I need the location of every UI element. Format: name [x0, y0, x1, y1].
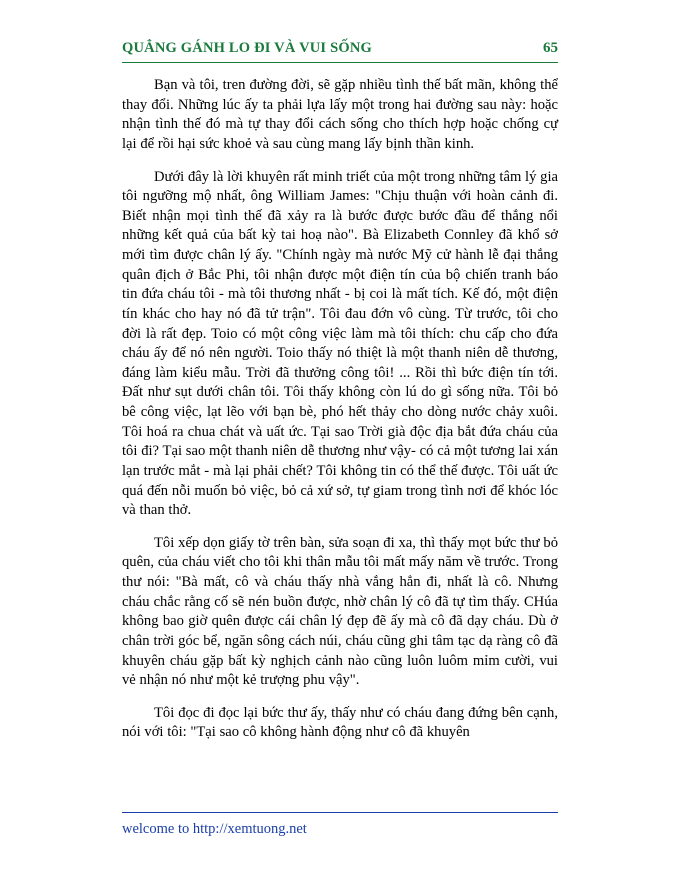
body-paragraph: Bạn và tôi, tren đường đời, sẽ gặp nhiều tình thế bất mãn, không thể thay đổi. Những lúc ấy ta phải lựa lấy một trong hai đường sau này: hoặc nhận tình thế đó mà tự thay đổi cách sống cho thích hợp hoặc chống cự lại để rồi hại sức khoẻ và sau cùng mang lấy bịnh thần kinh.	[122, 77, 558, 152]
footer-divider	[122, 812, 558, 813]
body-paragraph: Tôi xếp dọn giấy tờ trên bàn, sửa soạn đi xa, thì thấy mọt bức thư bỏ quên, của cháu viết cho tôi khi thân mẫu tôi mất mấy năm về trước. Trong thư nói: "Bà mất, cô và cháu thấy nhà vắng hẳn đi, nhất là cô. Nhưng cháu chắc rằng cố sẽ nén buồn được, nhờ chân lý cô đã tự tìm thấy. CHúa không bao giờ quên được cái chân lý đẹp đẽ ấy mà cô đã dạy cháu. Dù ở chân trời góc bể, ngăn sông cách núi, cháu cũng ghi tâm tạc dạ ràng cô đã khuyên cháu gặp bất kỳ nghịch cảnh nào cũng luôn luôm mỉm cười, vui vẻ nhận nó như một kẻ trượng phu vậy".	[122, 534, 558, 689]
header-divider	[122, 62, 558, 63]
page-header	[122, 40, 558, 57]
page-number: 65	[543, 40, 558, 56]
footer-link[interactable]: welcome to http://xemtuong.net	[122, 821, 307, 837]
page-footer	[122, 820, 558, 838]
body-paragraph: Dưới đây là lời khuyên rất minh triết của một trong những tâm lý gia tôi ngưỡng mộ nhất, ông William James: "Chịu thuận với hoàn cảnh đi. Biết nhận mọi tình thế đã xảy ra là bước được bước đầu để thắng nổi những kết quả của bất kỳ tai hoạ nào". Bà Elizabeth Connley đã khổ sở mới tìm được chân lý ấy. "Chính ngày mà nước Mỹ cử hành lễ đại thắng quân địch ở Bắc Phi, tôi nhận được một điện tín của bộ chiến tranh báo tin đứa cháu tôi - mà tôi thương nhất - bị coi là mất tích. Kế đó, một điện tín khác cho hay nó đã tử trận". Tôi đau đớn vô cùng. Từ trước, tôi cho đời là rất đẹp. Toio có một công việc làm mà tôi thích: chu cấp cho đứa cháu ấy để nó nên người. Toio thấy nó thiệt là một thanh niên dễ thương, đáng làm kiểu mẫu. Trời đã thưởng công tôi! ... Rồi thì bức điện tín tới. Đất như sụt dưới chân tôi. Tôi thấy không còn lú do gì sống nữa. Tôi bỏ bê công việc, lạt lẽo với bạn bè, phó hết thảy cho dòng nước chảy xuôi. Tôi hoá ra chua chát và uất ức. Tại sao Trời già độc địa bắt đứa cháu của tôi đi? Tại sao một thanh niên dễ thương như vậy- có cả một tương lai xán lạn trước mắt - mà lại phải chết? Tôi không tin có thể thế được. Tôi uất ức quá đến nỗi muốn bỏ việc, bỏ cả xứ sở, tự giam trong tình nơi để khóc lóc và than thở.	[122, 168, 558, 519]
body-paragraph: Tôi đọc đi đọc lại bức thư ấy, thấy như có cháu đang đứng bên cạnh, nói với tôi: "Tại sao cô không hành động như cô đã khuyên	[122, 704, 558, 741]
book-title: QUẲNG GÁNH LO ĐI VÀ VUI SỐNG	[122, 40, 372, 56]
page-body	[122, 76, 558, 743]
